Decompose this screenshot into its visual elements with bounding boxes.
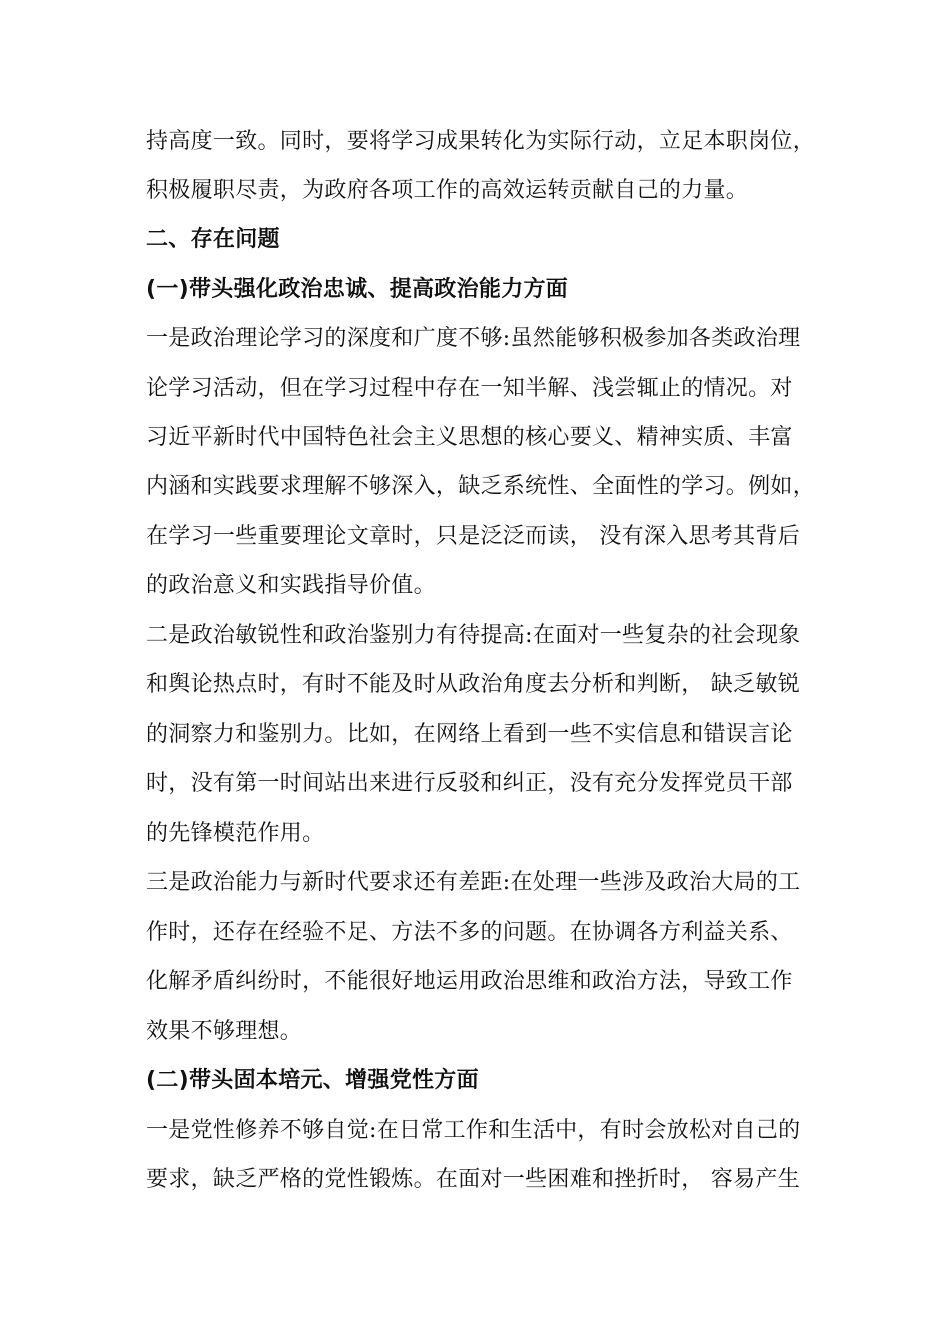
body-text-line: 一是政治理论学习的深度和广度不够:虽然能够积极参加各类政治理	[146, 326, 801, 351]
body-text-line: 习近平新时代中国特色社会主义思想的核心要义、精神实质、丰富	[146, 425, 793, 450]
body-text-line: 作时，还存在经验不足、方法不多的问题。在协调各方利益关系、	[146, 920, 793, 945]
body-text-line: 化解矛盾纠纷时，不能很好地运用政治思维和政治方法，导致工作	[146, 969, 793, 994]
body-text-line: 内涵和实践要求理解不够深入，缺乏系统性、全面性的学习。例如，	[146, 474, 816, 499]
body-text-line: 三是政治能力与新时代要求还有差距:在处理一些涉及政治大局的工	[146, 870, 801, 895]
body-text-line: 二是政治敏锐性和政治鉴别力有待提高:在面对一些复杂的社会现象	[146, 623, 801, 648]
body-text-line: 的先锋模范作用。	[146, 821, 325, 846]
body-text-line: 时，没有第一时间站出来进行反驳和纠正，没有充分发挥党员干部	[146, 771, 793, 796]
body-text-line: 一是党性修养不够自觉:在日常工作和生活中，有时会放松对自己的	[146, 1118, 801, 1143]
body-text-line: 要求，缺乏严格的党性锻炼。在面对一些困难和挫折时， 容易产生	[146, 1167, 800, 1192]
body-text-line: 和舆论热点时，有时不能及时从政治角度去分析和判断， 缺乏敏锐	[146, 672, 800, 697]
subsection-title: (二)带头固本培元、增强党性方面	[146, 1068, 479, 1093]
body-text-line: 在学习一些重要理论文章时，只是泛泛而读， 没有深入思考其背后	[146, 524, 800, 549]
body-text-line: 效果不够理想。	[146, 1019, 303, 1044]
body-text-line: 的洞察力和鉴别力。比如，在网络上看到一些不实信息和错误言论	[146, 722, 793, 747]
section-title: 二、存在问题	[146, 227, 280, 252]
subsection-title: (一)带头强化政治忠诚、提高政治能力方面	[146, 277, 569, 302]
body-text-line: 的政治意义和实践指导价值。	[146, 573, 436, 598]
body-text-line: 持高度一致。同时，要将学习成果转化为实际行动，立足本职岗位，	[146, 129, 816, 154]
body-text-line: 积极履职尽责，为政府各项工作的高效运转贡献自己的力量。	[146, 178, 749, 203]
body-text-line: 论学习活动，但在学习过程中存在一知半解、浅尝辄止的情况。对	[146, 376, 793, 401]
